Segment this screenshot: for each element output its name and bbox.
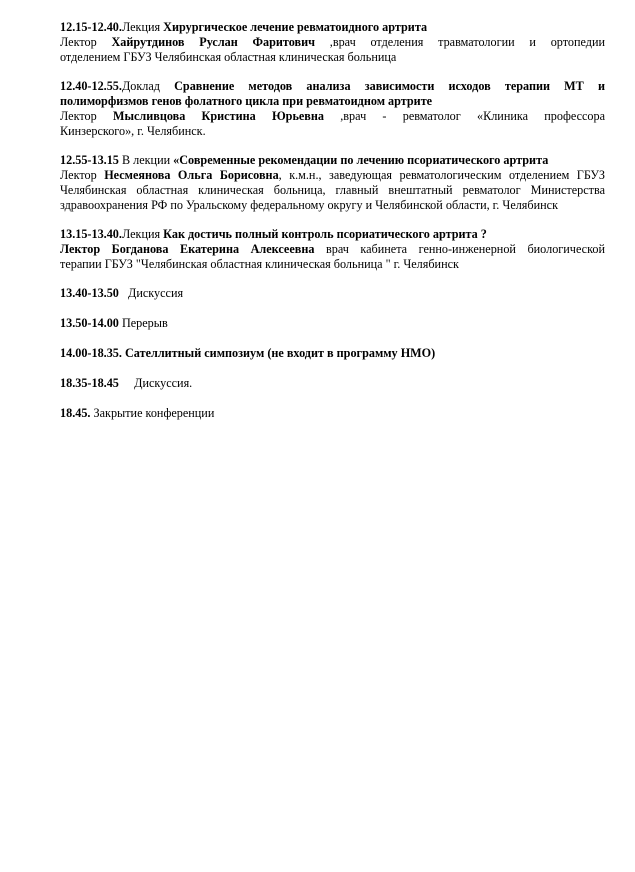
lector-description: , к.м.н., заведующая ревматологическим отделением ГБУЗ <box>278 168 605 182</box>
item-lector-line <box>60 109 605 124</box>
lector-prefix: Лектор <box>60 35 112 49</box>
item-lector-line <box>60 168 605 183</box>
program-page <box>60 20 605 436</box>
program-item-short <box>60 406 605 421</box>
item-title: Как достичь полный контроль псориатического артрита ? <box>163 227 487 241</box>
lector-description-cont: здравоохранения РФ по Уральскому федеральному округу и Челябинской области, г. Челябинск <box>60 198 558 212</box>
lector-name: Мысливцова Кристина Юрьевна <box>112 109 325 123</box>
lector-description-cont: Кинзерского», г. Челябинск. <box>60 124 206 138</box>
program-item-short <box>60 346 605 361</box>
item-time: 12.15-12.40. <box>60 20 122 34</box>
program-item-short <box>60 316 605 331</box>
program-item <box>60 20 605 65</box>
item-lector-line <box>60 35 605 50</box>
lector-name: Несмеянова Ольга Борисовна <box>104 168 279 182</box>
program-item-short <box>60 286 605 301</box>
item-kind: Лекция <box>121 227 164 241</box>
lector-description: ,врач - ревматолог «Клиника профессора <box>324 109 605 123</box>
lector-prefix: Лектор <box>60 109 113 123</box>
item-text: Дискуссия. <box>118 376 193 390</box>
item-title: Сравнение методов анализа зависимости исходов терапии МТ и <box>174 79 605 93</box>
item-text: Закрытие конференции <box>90 406 215 420</box>
item-title-cont: полиморфизмов генов фолатного цикла при ревматоидном артрите <box>60 94 433 108</box>
item-kind: Доклад <box>121 79 175 93</box>
item-time: 18.45. <box>60 406 91 420</box>
lector-description-cont: терапии ГБУЗ "Челябинская областная клиническая больница " г. Челябинск <box>60 257 459 271</box>
item-text: Дискуссия <box>118 286 184 300</box>
item-time: 12.40-12.55. <box>60 79 122 93</box>
item-header <box>60 20 605 35</box>
item-text: Перерыв <box>118 316 168 330</box>
lector-description: ,врач отделения травматологии и ортопедии <box>315 35 605 49</box>
item-header <box>60 79 605 94</box>
item-time: 13.15-13.40. <box>60 227 122 241</box>
program-item <box>60 79 605 139</box>
lector-name: Лектор Богданова Екатерина Алексеевна <box>60 242 315 256</box>
program-item <box>60 153 605 213</box>
lector-description-cont: отделением ГБУЗ Челябинская областная клиническая больница <box>60 50 397 64</box>
lector-prefix: Лектор <box>60 168 105 182</box>
lector-description-cont: Челябинская областная клиническая больница, главный внештатный ревматолог Министерства <box>60 183 605 197</box>
lector-name: Хайрутдинов Руслан Фаритович <box>111 35 316 49</box>
item-text: Сателлитный симпозиум (не входит в программу НМО) <box>121 346 436 360</box>
item-time: 18.35-18.45 <box>60 376 119 390</box>
item-time: 12.55-13.15 <box>60 153 119 167</box>
lector-description: врач кабинета генно-инженерной биологической <box>314 242 605 256</box>
program-item-short <box>60 376 605 391</box>
item-lector-line <box>60 242 605 257</box>
item-time: 13.50-14.00 <box>60 316 119 330</box>
item-title: Хирургическое лечение ревматоидного артрита <box>163 20 428 34</box>
program-item <box>60 227 605 272</box>
item-kind: Лекция <box>121 20 164 34</box>
item-header <box>60 227 605 242</box>
item-header <box>60 153 605 168</box>
item-kind: В лекции <box>118 153 174 167</box>
item-title: «Современные рекомендации по лечению псориатического артрита <box>173 153 549 167</box>
item-time: 13.40-13.50 <box>60 286 119 300</box>
item-time: 14.00-18.35. <box>60 346 122 360</box>
